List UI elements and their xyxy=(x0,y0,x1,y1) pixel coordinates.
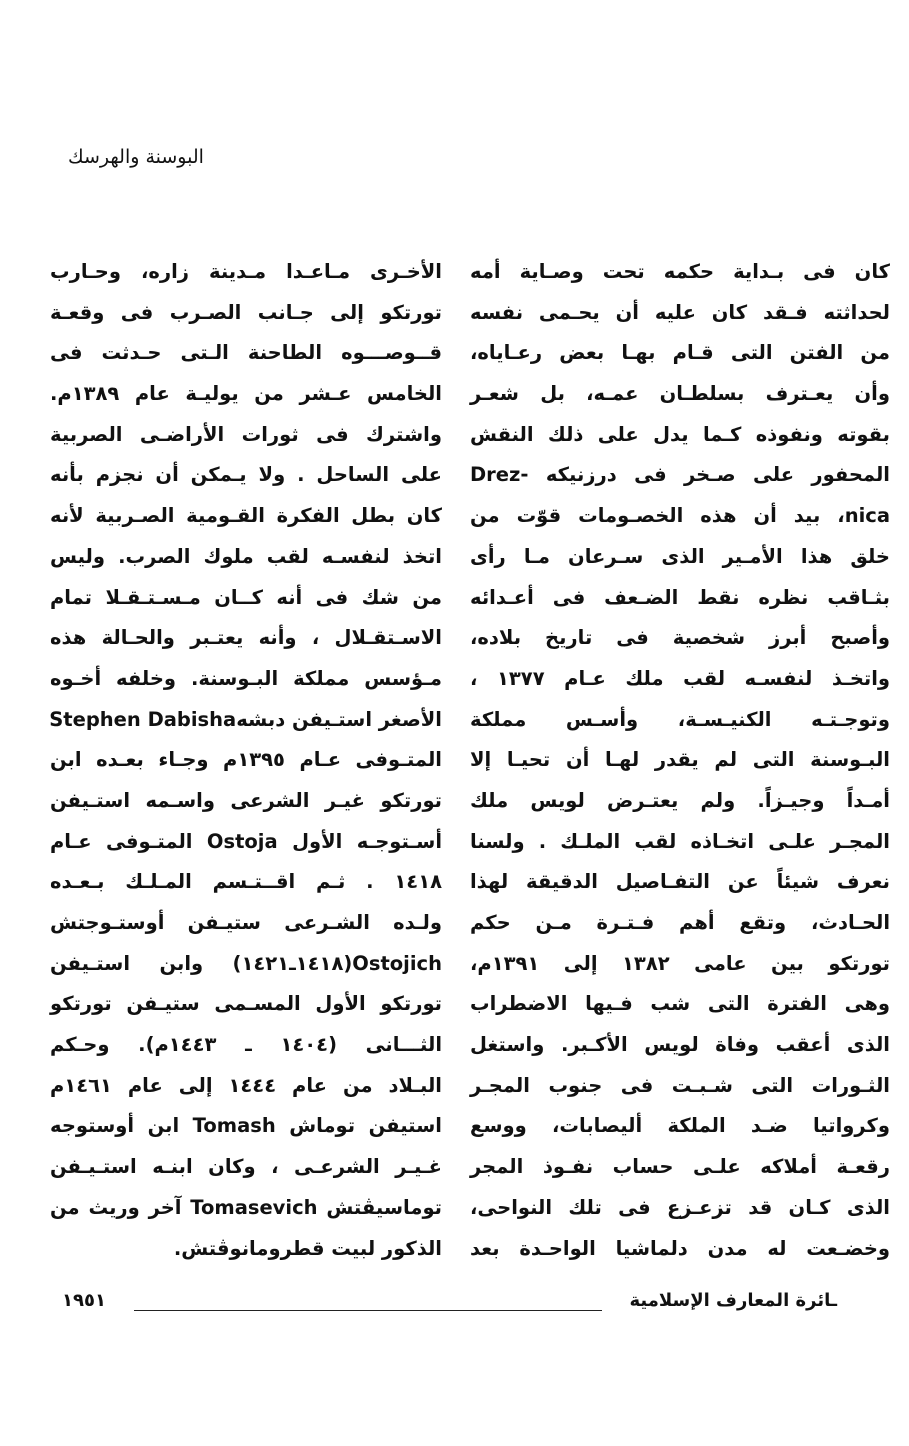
text-line: قــوصـــوه الطاحنة الـتى حـدثت فى xyxy=(50,341,442,365)
text-line: وتوجـتـه الكنيـسـة، وأسـس مملكة xyxy=(470,707,890,731)
text-line: توماسيڤتش Tomasevich آخر وريث من xyxy=(50,1195,442,1219)
text-line: واتخـذ لنفسـه لقب ملك عـام ١٣٧٧ ، xyxy=(470,666,890,690)
text-line: بقوته ونفوذه كـما يدل على ذلك النقش xyxy=(470,422,890,446)
text-line: رقعـة أملاكه علـى حساب نفـوذ المجر xyxy=(470,1155,890,1179)
text-line: أسـتوجـه الأول Ostoja المتـوفى عـام xyxy=(50,829,442,853)
text-line: الذى كـان قد تزعـزع فى تلك النواحى، xyxy=(470,1195,890,1219)
text-line: مـؤسس مملكة البـوسنة. وخلفه أخـوه xyxy=(50,666,442,690)
text-line: كان بطل الفكرة القـومية الصـربية لأنه xyxy=(50,504,442,528)
publication-title: ـائرة المعارف الإسلامية xyxy=(629,1290,837,1311)
text-line: خلق هذا الأمـير الذى سـرعان مـا رأى xyxy=(470,544,890,568)
footer-rule xyxy=(134,1310,602,1311)
text-line: الخامس عـشر من يوليـة عام ١٣٨٩م. xyxy=(50,382,442,406)
text-line: الثـورات التى شـبـت فى جنوب المجـر xyxy=(470,1073,890,1097)
text-line: نعرف شيئاً عن التفـاصيل الدقيقة لهذا xyxy=(470,870,890,894)
page-number: ١٩٥١ xyxy=(62,1290,106,1311)
text-line: وأصبح أبرز شخصية فى تاريخ بلاده، xyxy=(470,626,890,650)
text-line: تورتكو إلى جـانب الصـرب فى وقعـة xyxy=(50,300,442,324)
text-line: ولـده الشـرعى ستيـفن أوستـوجتش xyxy=(50,911,442,934)
text-column-left xyxy=(50,252,442,1269)
text-line: تورتكو الأول المسـمى ستيـفن تورتكو xyxy=(50,992,442,1016)
text-line: من شك فى أنه كــان مـسـتـقـلا تمام xyxy=(50,585,442,609)
text-line: تورتكو غيـر الشرعى واسـمه استـيفن xyxy=(50,788,442,812)
text-line: من الفتن التى قـام بهـا بعض رعـاياه، xyxy=(470,341,890,365)
text-line: على الساحل . ولا يـمكن أن نجزم بأنه xyxy=(50,463,442,487)
text-line: كان فى بـداية حكمه تحت وصـاية أمه xyxy=(470,260,890,283)
text-line: لحداثته فـقد كان عليه أن يحـمى نفسه xyxy=(470,300,890,324)
text-line: الحـادث، وتقع أهم فـتـرة مـن حكم xyxy=(470,911,890,934)
text-line: ١٤١٨ . ثـم اقــتـسم المـلـك بـعـده xyxy=(50,870,442,894)
text-line: واشترك فى ثورات الأراضـى الصربية xyxy=(50,422,442,446)
text-line: وخضـعت له مدن دلماشيا الواحـدة بعد xyxy=(470,1236,890,1260)
text-line: بثـاقب نظره نقط الضـعف فى أعـدائه xyxy=(470,585,890,609)
text-line: البـلاد من عام ١٤٤٤ إلى عام ١٤٦١م xyxy=(50,1073,442,1097)
text-line: استيفن توماش Tomash ابن أوستوجه xyxy=(50,1114,442,1138)
text-line: الذى أعقب وفاة لويس الأكـبر. واستغل xyxy=(470,1033,890,1057)
text-line: المجـر علـى اتخـاذه لقب الملـك . ولسنا xyxy=(470,829,890,853)
text-line: البـوسنة التى لم يقدر لهـا أن تحيـا إلا xyxy=(470,748,890,772)
text-line: الأصغر استـيفن دبشهStephen Dabisha xyxy=(49,707,442,731)
text-column-right xyxy=(470,252,890,1269)
text-line: الثـــانى (١٤٠٤ ـ ١٤٤٣م). وحـكم xyxy=(50,1033,442,1057)
text-line: غـيـر الشرعـى ، وكان ابنـه استـيـفن xyxy=(50,1155,442,1179)
text-line: الذكور لبيت قطرومانوڤتش. xyxy=(173,1236,442,1260)
text-line: وكرواتيا ضـد الملكة أليصابات، ووسع xyxy=(470,1114,890,1138)
text-line: أمـداً وجيـزاً. ولم يعتـرض لويس ملك xyxy=(470,788,890,812)
text-line: الاسـتقـلال ، وأنه يعتـبر والحـالة هذه xyxy=(50,626,442,650)
text-line: وأن يعـترف بسلطـان عمـه، بل شعـر xyxy=(470,382,890,406)
running-head: البوسنة والهرسك xyxy=(68,146,204,168)
text-line: nica، بيد أن هذه الخصـومات قوّت من xyxy=(470,504,890,528)
page-footer xyxy=(62,1290,837,1320)
text-line: اتخذ لنفسـه لقب ملوك الصرب. وليس xyxy=(50,544,442,568)
text-line: تورتكو بين عامى ١٣٨٢ إلى ١٣٩١م، xyxy=(470,951,890,975)
text-line: المحفور على صـخر فى درزنيكه -Drez xyxy=(470,463,890,487)
text-line: الأخـرى مـاعـدا مـدينة زاره، وحـارب xyxy=(50,260,442,283)
text-line: المتـوفى عـام ١٣٩٥م وجـاء بعـده ابن xyxy=(50,748,442,772)
text-line: وهى الفترة التى شب فـيها الاضطراب xyxy=(470,992,890,1016)
text-line: Ostojich(١٤١٨ـ١٤٢١) وابن استـيفن xyxy=(50,951,442,975)
